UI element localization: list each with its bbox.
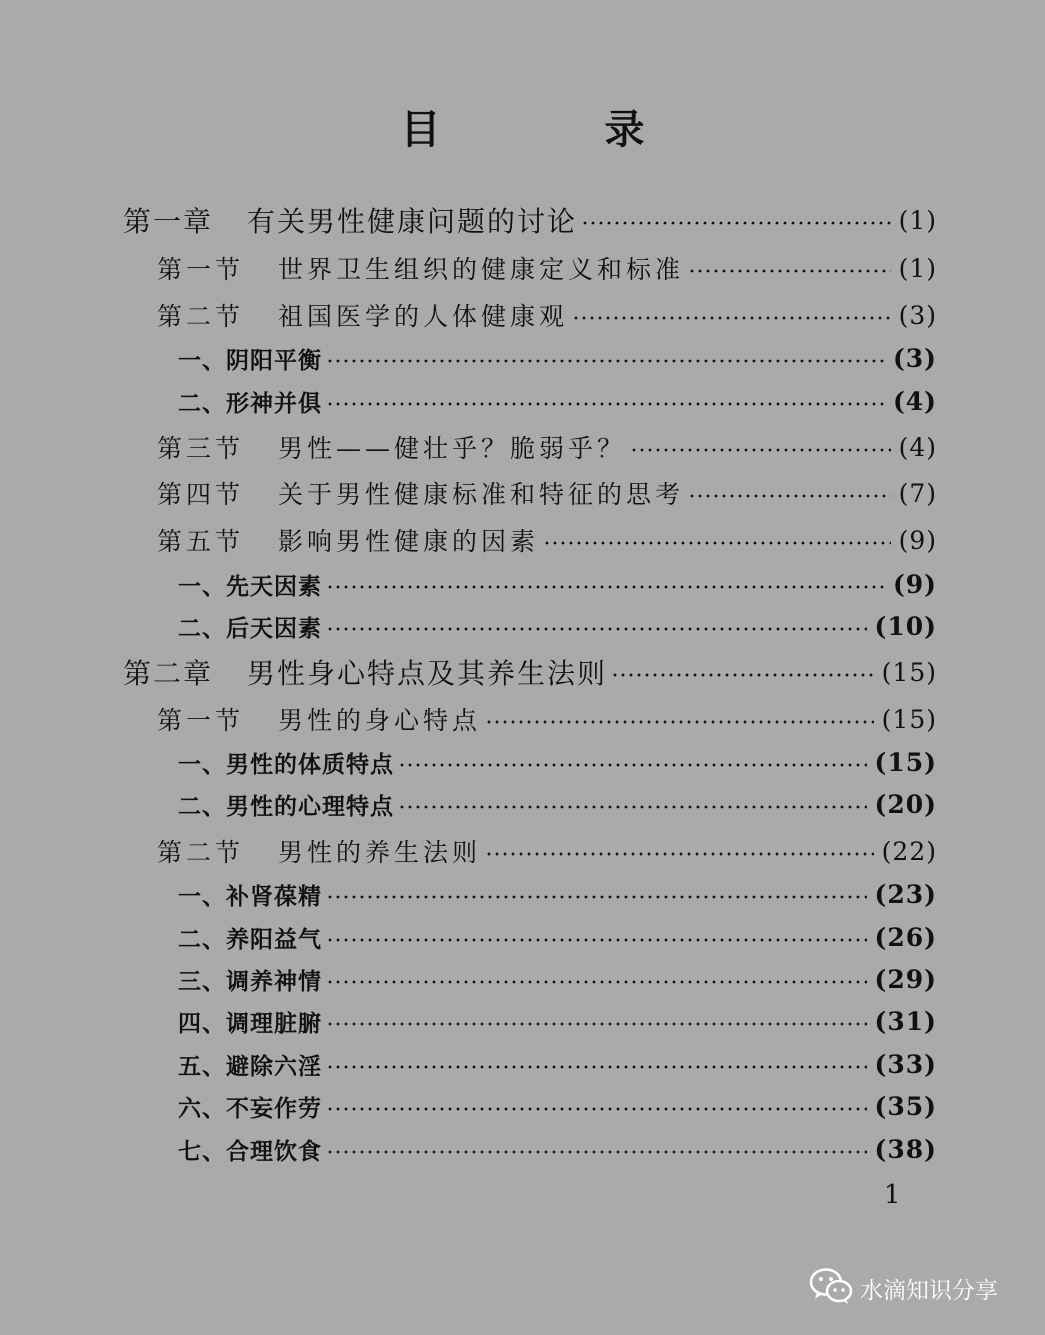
toc-entry-section[interactable]	[157, 831, 937, 871]
toc-entry-section[interactable]	[157, 248, 937, 288]
dot-leader	[326, 938, 867, 942]
entry-label: 五、避除六淫	[178, 1052, 322, 1080]
entry-page: (15)	[874, 747, 937, 777]
entry-label: 三、调养神情	[178, 967, 322, 995]
toc-entry-chapter[interactable]	[123, 200, 937, 240]
entry-page: (35)	[874, 1091, 937, 1121]
entry-page: (9)	[892, 569, 937, 599]
entry-label: 二、形神并俱	[178, 389, 322, 417]
dot-leader	[326, 1150, 867, 1154]
wechat-icon	[808, 1266, 854, 1310]
toc-entry-item[interactable]	[178, 917, 937, 957]
toc-entry-item[interactable]	[178, 1086, 937, 1126]
dot-leader	[543, 541, 891, 545]
entry-page: (20)	[874, 789, 937, 819]
entry-label: 第一节 男性的身心特点	[157, 706, 482, 735]
dot-leader	[398, 805, 867, 809]
entry-page: (4)	[892, 386, 937, 416]
entry-page: (1)	[898, 253, 937, 283]
dot-leader	[688, 269, 891, 273]
entry-label: 第一节 世界卫生组织的健康定义和标准	[157, 255, 685, 284]
entry-page: (22)	[881, 836, 937, 866]
entry-label: 第二节 祖国医学的人体健康观	[157, 302, 569, 331]
entry-label: 第三节 男性——健壮乎？脆弱乎？	[157, 434, 627, 463]
entry-label: 六、不妄作劳	[178, 1094, 322, 1122]
watermark	[808, 1266, 998, 1310]
dot-leader	[485, 720, 874, 724]
entry-label: 二、后天因素	[178, 614, 322, 642]
dot-leader	[326, 402, 885, 406]
toc-entry-section[interactable]	[157, 427, 937, 467]
toc-entry-item[interactable]	[178, 874, 937, 914]
dot-leader	[398, 763, 867, 767]
entry-page: (29)	[874, 964, 937, 994]
toc-entry-item[interactable]	[178, 381, 937, 421]
entry-label: 七、合理饮食	[178, 1137, 322, 1165]
dot-leader	[630, 448, 891, 452]
dot-leader	[611, 673, 874, 677]
toc-entry-item[interactable]	[178, 564, 937, 604]
entry-label: 四、调理脏腑	[178, 1009, 322, 1037]
entry-page: (10)	[874, 611, 937, 641]
entry-page: (4)	[898, 432, 937, 462]
dot-leader	[326, 585, 885, 589]
entry-label: 一、男性的体质特点	[178, 750, 394, 778]
toc-entry-item[interactable]	[178, 1044, 937, 1084]
entry-label: 一、阴阳平衡	[178, 346, 322, 374]
dot-leader	[326, 1022, 867, 1026]
entry-label: 第二节 男性的养生法则	[157, 838, 482, 867]
toc-entry-item[interactable]	[178, 1001, 937, 1041]
entry-label: 一、补肾葆精	[178, 882, 322, 910]
dot-leader	[326, 359, 885, 363]
entry-page: (3)	[898, 300, 937, 330]
entry-page: (3)	[892, 343, 937, 373]
dot-leader	[326, 627, 867, 631]
entry-page: (15)	[881, 704, 937, 734]
entry-page: (23)	[874, 879, 937, 909]
entry-label: 第二章 男性身心特点及其养生法则	[123, 657, 608, 690]
entry-label: 第四节 关于男性健康标准和特征的思考	[157, 480, 685, 509]
page-title: 目 录	[400, 107, 707, 153]
toc-entry-item[interactable]	[178, 742, 937, 782]
entry-page: (9)	[898, 525, 937, 555]
dot-leader	[326, 895, 867, 899]
entry-page: (33)	[874, 1049, 937, 1079]
toc-entry-section[interactable]	[157, 473, 937, 513]
dot-leader	[572, 316, 891, 320]
entry-label: 二、男性的心理特点	[178, 792, 394, 820]
entry-page: (26)	[874, 922, 937, 952]
dot-leader	[326, 1065, 867, 1069]
toc-entry-item[interactable]	[178, 784, 937, 824]
entry-page: (15)	[881, 657, 937, 687]
dot-leader	[581, 221, 891, 225]
entry-page: (31)	[874, 1006, 937, 1036]
toc-entry-section[interactable]	[157, 699, 937, 739]
entry-label: 二、养阳益气	[178, 925, 322, 953]
page-number: 1	[884, 1180, 901, 1210]
watermark-text: 水滴知识分享	[860, 1277, 998, 1304]
dot-leader	[485, 852, 874, 856]
toc-entry-chapter[interactable]	[123, 652, 937, 692]
toc-entry-item[interactable]	[178, 959, 937, 999]
dot-leader	[326, 980, 867, 984]
dot-leader	[326, 1107, 867, 1111]
entry-label: 第一章 有关男性健康问题的讨论	[123, 205, 578, 238]
toc-entry-item[interactable]	[178, 1129, 937, 1169]
entry-page: (38)	[874, 1134, 937, 1164]
entry-page: (7)	[898, 478, 937, 508]
entry-page: (1)	[898, 205, 937, 235]
dot-leader	[688, 494, 891, 498]
toc-entry-section[interactable]	[157, 295, 937, 335]
entry-label: 第五节 影响男性健康的因素	[157, 527, 540, 556]
toc-entry-item[interactable]	[178, 606, 937, 646]
entry-label: 一、先天因素	[178, 572, 322, 600]
toc-entry-section[interactable]	[157, 520, 937, 560]
toc-entry-item[interactable]	[178, 338, 937, 378]
